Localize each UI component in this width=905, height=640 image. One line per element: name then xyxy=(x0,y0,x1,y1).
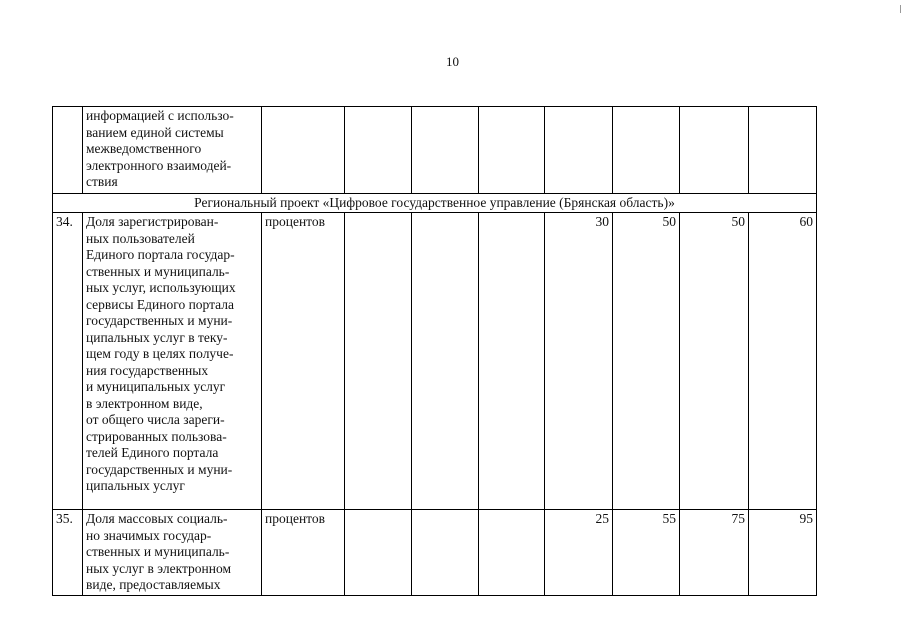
table-row-continued xyxy=(53,107,817,194)
cell-indicator xyxy=(83,107,262,194)
indicators-table xyxy=(52,106,817,596)
cell-value: 25 xyxy=(545,510,613,596)
cell-num: 34. xyxy=(53,213,83,510)
indicator-text: Доля зарегистрирован- ных пользователей Единого портала государ- ственных и муниципаль- ных услуг, использующих сервисы Единого портала государственных и муни- ципальных услуг в теку- щем году в целях получе- ния государственных и муниципальных услуг в электронном виде, от общего числа зареги- стрированных пользова- телей Единого портала государственных и муни- ципальных услуг xyxy=(86,214,236,493)
cell-empty xyxy=(412,107,479,194)
cell-value: 50 xyxy=(680,213,749,510)
cell-indicator xyxy=(83,510,262,596)
cell-empty xyxy=(680,107,749,194)
cell-empty xyxy=(345,213,412,510)
cell-empty xyxy=(749,107,817,194)
cell-indicator xyxy=(83,213,262,510)
cell-num: 35. xyxy=(53,510,83,596)
indicator-text: информацией с использо- ванием единой системы межведомственного электронного взаимодей- ствия xyxy=(86,108,234,189)
page-number: 10 xyxy=(446,54,459,69)
cell-value: 55 xyxy=(613,510,680,596)
cell-empty xyxy=(412,213,479,510)
cell-value: 75 xyxy=(680,510,749,596)
section-title: Региональный проект «Цифровое государственное управление (Брянская область)» xyxy=(53,194,817,213)
cell-empty xyxy=(479,510,545,596)
table-row-35 xyxy=(53,510,817,596)
table-row-section xyxy=(53,194,817,213)
cell-value: 95 xyxy=(749,510,817,596)
cell-empty xyxy=(479,213,545,510)
cell-value: 30 xyxy=(545,213,613,510)
cell-empty xyxy=(613,107,680,194)
cell-unit xyxy=(262,107,345,194)
cell-value: 60 xyxy=(749,213,817,510)
cell-empty xyxy=(412,510,479,596)
cell-unit: процентов xyxy=(262,213,345,510)
cell-empty xyxy=(345,510,412,596)
table-row-34 xyxy=(53,213,817,510)
cell-num xyxy=(53,107,83,194)
indicator-text: Доля массовых социаль- но значимых государ- ственных и муниципаль- ных услуг в электронном виде, предоставляемых xyxy=(86,511,232,592)
cell-unit: процентов xyxy=(262,510,345,596)
cell-empty xyxy=(345,107,412,194)
cell-empty xyxy=(545,107,613,194)
cell-empty xyxy=(479,107,545,194)
cell-value: 50 xyxy=(613,213,680,510)
scan-edge-mark xyxy=(900,5,901,13)
